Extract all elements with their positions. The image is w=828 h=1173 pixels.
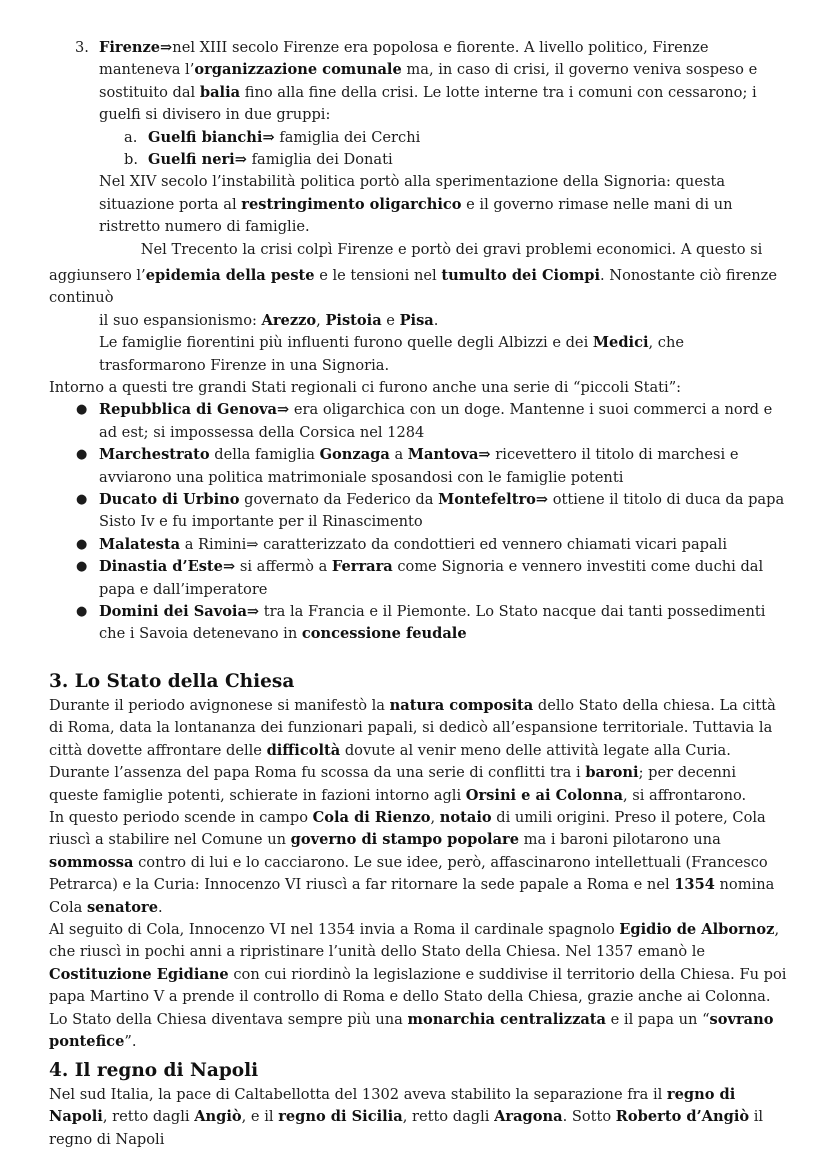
text-run: , retto dagli: [102, 1108, 195, 1126]
crisis-paragraph-line: [99, 239, 789, 261]
text-run: aggiunsero l’: [49, 267, 146, 284]
bold-term: balia: [199, 83, 241, 101]
church-section: [49, 669, 789, 1054]
text-run: .: [433, 312, 439, 329]
text-run: con cui riordinò la legislazione e suddivise il territorio della Chiesa. Fu poi papa Martino V a prende il controllo di Roma e dello Stato della Chiesa, grazie anche ai Colonna.: [49, 965, 787, 1006]
bold-term: Guelfi bianchi⇒: [148, 128, 275, 146]
text-run: della famiglia: [209, 446, 320, 464]
expansion-paragraph: [99, 310, 789, 332]
text-run: e il papa un “: [606, 1010, 710, 1028]
albornoz-paragraph: [49, 919, 789, 1009]
sublist-label: b.: [124, 151, 138, 169]
bold-term: Malatesta: [99, 535, 181, 553]
text-run: Al seguito di Cola, Innocenzo VI nel 1354 invia a Roma il cardinale spagnolo: [49, 921, 620, 939]
list-number: 3.: [75, 39, 89, 56]
text-run: Lo Stato della Chiesa diventava sempre più una: [49, 1010, 408, 1028]
church-paragraph: [49, 695, 789, 807]
sublist-label: a.: [124, 128, 138, 146]
bold-term: Marchestrato: [99, 446, 210, 464]
text-run: , e il: [241, 1108, 279, 1126]
bold-term: Angiò: [194, 1108, 242, 1126]
text-run: ”.: [124, 1033, 137, 1051]
bold-term: Aragona: [494, 1108, 563, 1126]
bold-term: Arezzo: [261, 312, 317, 329]
sublist-text: [148, 151, 393, 168]
bold-term: restringimento oligarchico: [241, 195, 462, 213]
bold-term: Repubblica di Genova⇒: [99, 401, 290, 419]
text-run: a Rimini⇒ caratterizzato da condottieri ed vennero chiamati vicari papali: [180, 535, 728, 553]
bold-term: natura composita: [389, 697, 534, 714]
text-run: Nel sud Italia, la pace di Caltabellotta del 1302 aveva stabilito la separazione fra il: [49, 1086, 667, 1103]
sublist-item: [99, 149, 789, 171]
bold-term: difficoltà: [266, 741, 341, 759]
bullet-icon: ●: [76, 536, 88, 552]
sublist-item: [99, 127, 789, 149]
text-run: , si affrontarono.: [622, 786, 747, 804]
text-run: e: [381, 312, 400, 329]
text-run: . Nonostante ciò firenze continuò: [49, 267, 777, 307]
bullet-icon: ●: [76, 402, 88, 418]
bold-term: 1354: [674, 876, 715, 894]
signoria-paragraph: [99, 171, 789, 238]
text-run: ,: [316, 312, 326, 329]
text-run: , che riuscì in pochi anni a ripristinare l’unità dello Stato della Chiesa. Nel 1357 emanò le: [49, 921, 780, 961]
text-run: ; per decenni queste famiglie potenti, schierate in fazioni intorno agli: [49, 764, 736, 804]
bold-term: baroni: [585, 764, 639, 782]
bullet-icon: ●: [76, 447, 88, 463]
bold-term: senatore: [86, 898, 158, 916]
text-run: dello Stato della chiesa. La città di Roma, data la lontananza dei funzionari papali, si dedicò all’espansione territoriale. Tuttavia la città dovette affrontare delle: [49, 697, 776, 759]
list-item: [49, 444, 789, 489]
list-item-text: [99, 536, 727, 553]
bold-term: Ducato di Urbino: [99, 491, 240, 509]
text-run: , che trasformarono Firenze in una Signoria.: [99, 334, 685, 374]
text-run: tra la Francia e il Piemonte. Lo Stato nacque dai tanti possedimenti che i Savoia detenevano in: [99, 603, 766, 643]
text-run: ,: [430, 809, 440, 827]
list-item-text: [99, 491, 784, 530]
naples-paragraph: [49, 1084, 789, 1151]
text-run: famiglia dei Donati: [246, 151, 393, 169]
bold-term: notaio: [439, 809, 492, 827]
crisis-paragraph-rest: [49, 265, 789, 310]
bold-term: Guelfi neri⇒: [148, 151, 247, 169]
list-item: [49, 534, 789, 556]
text-run: .: [158, 898, 163, 916]
bold-term: organizzazione comunale: [194, 61, 402, 79]
text-run: nomina Cola: [49, 876, 775, 916]
text-run: famiglia dei Cerchi: [274, 128, 421, 146]
bold-term: Egidio de Albornoz: [619, 921, 775, 939]
list-item-text: [99, 446, 738, 485]
text-run: , retto dagli: [402, 1108, 495, 1126]
text-run: fino alla fine della crisi. Le lotte interne tra i comuni con cessarono; i guelfi si divisero in due gruppi:: [99, 83, 757, 124]
small-states-list: [49, 399, 789, 645]
bold-term: tumulto dei Ciompi: [441, 267, 601, 284]
text-run: a: [389, 446, 408, 464]
guelfi-sublist: [99, 127, 789, 172]
bold-term: Pisa: [399, 312, 434, 329]
text-run: e le tensioni nel: [314, 267, 442, 284]
list-item-text: [99, 603, 765, 642]
text-run: . Sotto: [562, 1108, 616, 1126]
small-states-section: [49, 377, 789, 646]
text-run: come Signoria e vennero investiti come duchi dal papa e dall’imperatore: [99, 558, 764, 598]
text-run: ricevettero il titolo di marchesi e avviarono una politica matrimoniale sposandosi con le famiglie potenti: [99, 446, 739, 486]
naples-section: [49, 1058, 789, 1151]
bullet-icon: ●: [76, 604, 88, 620]
list-item-text: [99, 558, 763, 597]
bold-term: Cola di Rienzo: [312, 809, 431, 827]
text-run: il regno di Napoli: [49, 1108, 764, 1148]
section-heading: 4. Il regno di Napoli: [49, 1060, 259, 1081]
crisis-line-1: Nel Trecento la crisi colpì Firenze e portò dei gravi problemi economici. A questo si: [140, 240, 763, 258]
bold-term: regno di Sicilia: [278, 1108, 403, 1126]
sublist-text: [148, 129, 420, 146]
bold-term: Domini dei Savoia⇒: [99, 603, 260, 621]
small-states-intro: Intorno a questi tre grandi Stati regionali ci furono anche una serie di “piccoli Stati”:: [49, 379, 682, 396]
families-paragraph: [99, 332, 789, 377]
text-run: di umili origini. Preso il potere, Cola riuscì a stabilire nel Comune un: [49, 809, 766, 849]
bullet-icon: ●: [76, 492, 88, 508]
bold-term: monarchia centralizzata: [407, 1010, 607, 1028]
bold-term: epidemia della peste: [145, 267, 315, 284]
bold-term: Dinastia d’Este⇒: [99, 558, 236, 576]
bold-term: Orsini e ai Colonna: [465, 786, 623, 804]
bullet-icon: ●: [76, 559, 88, 575]
bold-term: Costituzione Egidiane: [49, 965, 229, 983]
text-run: si affermò a: [235, 558, 332, 576]
bold-term: Gonzaga: [319, 446, 390, 464]
bold-term: Ferrara: [331, 558, 393, 576]
text-run: e il governo rimase nelle mani di un ristretto numero di famiglie.: [99, 195, 733, 236]
text-run: Nel XIV secolo l’instabilità politica portò alla sperimentazione della Signoria: questa situazione porta al: [99, 173, 726, 213]
text-run: ma, in caso di crisi, il governo veniva sospeso e sostituito dal: [99, 61, 758, 101]
text-run: Durante il periodo avignonese si manifestò la: [49, 697, 390, 714]
bold-term: Pistoia: [325, 312, 382, 329]
bold-term: Mantova⇒: [407, 446, 491, 464]
list-item-text: [99, 401, 772, 440]
bold-term: Firenze⇒: [99, 39, 173, 56]
text-run: In questo periodo scende in campo: [49, 809, 313, 827]
bold-term: regno di Napoli: [49, 1086, 736, 1126]
cola-paragraph: [49, 807, 789, 919]
bold-term: governo di stampo popolare: [290, 831, 520, 849]
text-run: era oligarchica con un doge. Mantenne i suoi commerci a nord e ad est; si impossessa della Corsica nel 1284: [99, 401, 773, 441]
text-run: ma i baroni pilotarono una: [519, 831, 721, 849]
florence-item: [99, 37, 789, 261]
monarchy-paragraph: [49, 1009, 789, 1054]
text-run: Le famiglie fiorentini più influenti furono quelle degli Albizzi e dei: [99, 334, 593, 352]
crisis-continuation: [49, 265, 789, 310]
florence-expansion: [99, 310, 789, 377]
bold-term: Roberto d’Angiò: [615, 1108, 750, 1126]
list-item: [49, 601, 789, 646]
list-item: [49, 399, 789, 444]
list-item: [49, 489, 789, 534]
section-heading: 3. Lo Stato della Chiesa: [49, 671, 295, 692]
text-run: dovute al venir meno delle attività legate alla Curia. Durante l’assenza del papa Roma fu scossa da una serie di conflitti tra i: [49, 741, 731, 782]
bold-term: Medici: [592, 334, 649, 352]
text-run: nel XIII secolo Firenze era popolosa e fiorente. A livello politico, Firenze manteneva l’: [99, 39, 709, 79]
text-run: governato da Federico da: [239, 491, 439, 509]
bold-term: concessione feudale: [301, 625, 467, 643]
bold-term: Montefeltro⇒: [438, 491, 549, 509]
bold-term: sommossa: [49, 853, 134, 871]
text-run: il suo espansionismo:: [99, 312, 262, 329]
list-item: [49, 556, 789, 601]
text-run: contro di lui e lo cacciarono. Le sue idee, però, affascinarono intellettuali (Francesco Petrarca) e la Curia: Innocenzo VI riuscì a far ritornare la sede papale a Roma e nel: [49, 853, 768, 894]
florence-paragraph: [99, 37, 789, 127]
bold-term: sovrano pontefice: [49, 1010, 774, 1051]
text-run: ottiene il titolo di duca da papa Sisto Iv e fu importante per il Rinascimento: [99, 491, 785, 531]
